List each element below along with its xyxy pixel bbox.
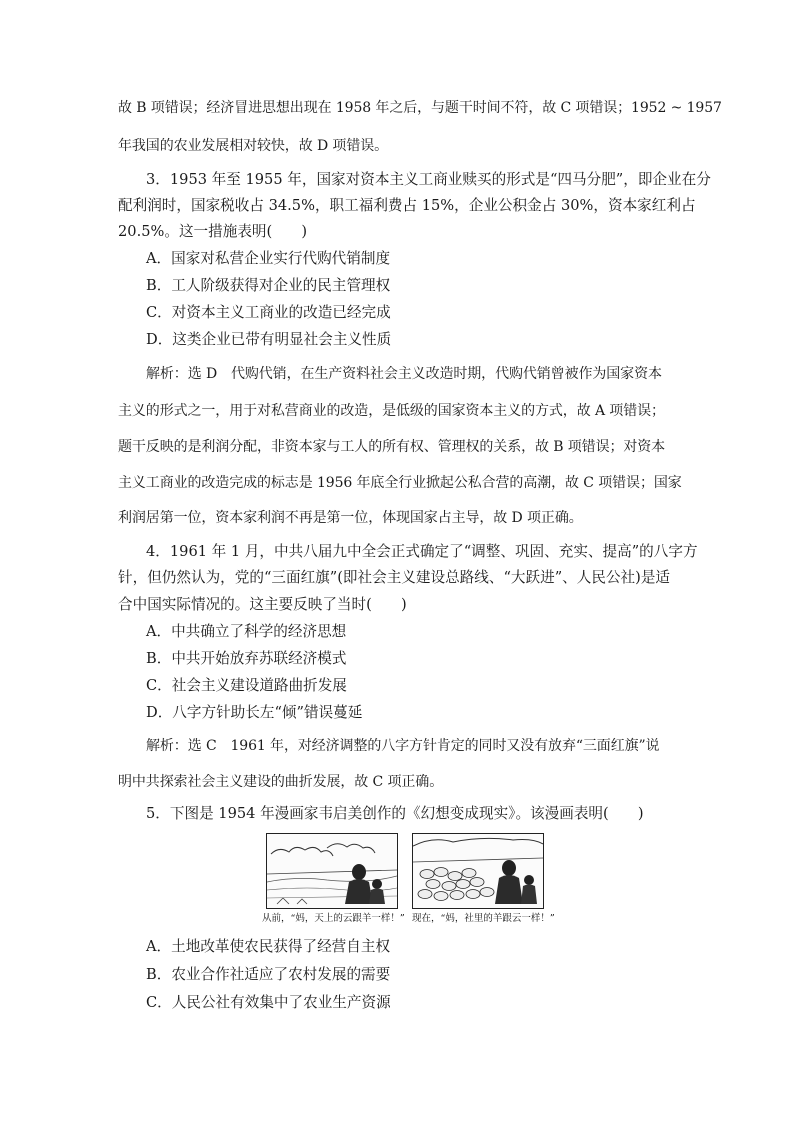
analysis-prev-line-2: 年我国的农业发展相对较快，故 D 项错误。	[118, 138, 389, 154]
question-5-option-c: C．人民公社有效集中了农业生产资源	[146, 994, 391, 1011]
question-3-option-c: C．对资本主义工商业的改造已经完成	[146, 304, 391, 321]
question-3-option-b: B．工人阶级获得对企业的民主管理权	[146, 277, 391, 294]
analysis-3-line-1: 解析：选 D 代购代销，在生产资料社会主义改造时期，代购代销曾被作为国家资本	[146, 366, 662, 382]
question-5-option-a: A．土地改革使农民获得了经营自主权	[146, 938, 391, 955]
question-4-option-d: D．八字方针助长左“倾”错误蔓延	[146, 704, 363, 721]
analysis-4-line-1: 解析：选 C 1961 年，对经济调整的八字方针肯定的同时又没有放弃“三面红旗”说	[146, 738, 660, 754]
question-5-option-b: B．农业合作社适应了农村发展的需要	[146, 966, 391, 983]
question-3-option-d: D．这类企业已带有明显社会主义性质	[146, 331, 392, 348]
question-3-stem-1: 3．1953 年至 1955 年，国家对资本主义工商业赎买的形式是“四马分肥”，即企业在分	[146, 171, 711, 188]
analysis-prev-line-1: 故 B 项错误；经济冒进思想出现在 1958 年之后，与题干时间不符，故 C 项错误；1952 ~ 1957	[118, 100, 722, 116]
question-4-option-a: A．中共确立了科学的经济思想	[146, 623, 347, 640]
question-3-stem-3: 20.5%。这一措施表明( )	[118, 223, 308, 240]
question-3-stem-2: 配利润时，国家税收占 34.5%，职工福利费占 15%，企业公积金占 30%，资本家红利占	[118, 197, 696, 214]
cartoon-panel-now	[412, 833, 544, 909]
question-3-option-a: A．国家对私营企业实行代购代销制度	[146, 250, 391, 267]
cartoon-panel-before	[266, 833, 398, 909]
analysis-3-line-3: 题干反映的是利润分配，非资本家与工人的所有权、管理权的关系，故 B 项错误；对资本	[118, 439, 666, 455]
analysis-3-line-5: 利润居第一位，资本家利润不再是第一位，体现国家占主导，故 D 项正确。	[118, 510, 583, 526]
cartoon-caption-now: 现在，“妈，社里的羊跟云一样！”	[412, 913, 555, 924]
question-4-option-c: C．社会主义建设道路曲折发展	[146, 677, 347, 694]
analysis-4-line-2: 明中共探索社会主义建设的曲折发展，故 C 项正确。	[118, 774, 444, 790]
analysis-3-line-2: 主义的形式之一，用于对私营商业的改造，是低级的国家资本主义的方式，故 A 项错误；	[118, 403, 665, 419]
cartoon-caption-before: 从前，“妈，天上的云跟羊一样！”	[262, 913, 405, 924]
question-4-stem-2: 针，但仍然认为，党的“三面红旗”(即社会主义建设总路线、“大跃进”、人民公社)是适	[118, 569, 671, 586]
analysis-3-line-4: 主义工商业的改造完成的标志是 1956 年底全行业掀起公私合营的高潮，故 C 项错误；国家	[118, 475, 682, 491]
cartoon-figure	[262, 833, 556, 929]
question-4-option-b: B．中共开始放弃苏联经济模式	[146, 650, 347, 667]
question-4-stem-3: 合中国实际情况的。这主要反映了当时( )	[118, 596, 407, 613]
question-4-stem-1: 4．1961 年 1 月，中共八届九中全会正式确定了“调整、巩固、充实、提高”的八字方	[146, 543, 698, 560]
question-5-stem: 5．下图是 1954 年漫画家韦启美创作的《幻想变成现实》。该漫画表明( )	[146, 805, 644, 822]
